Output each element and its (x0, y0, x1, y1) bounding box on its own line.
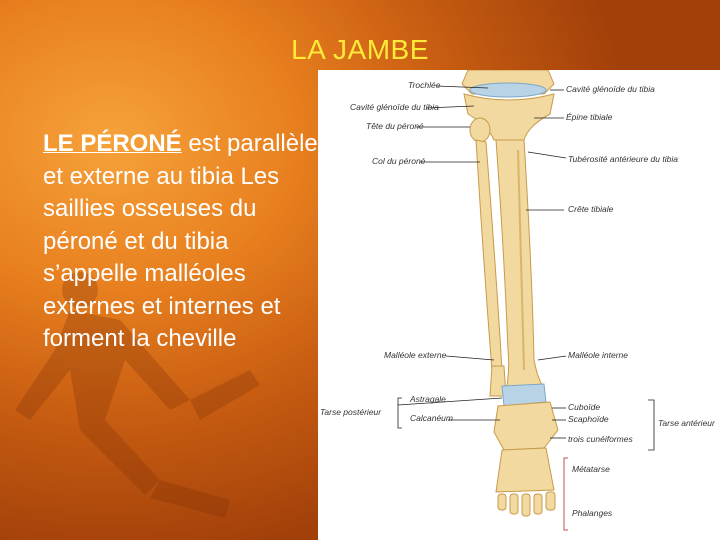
tibia-shaft (496, 140, 544, 392)
label-cavite-glenoide-left: Cavité glénoïde du tibia (350, 102, 439, 112)
label-metatarse: Métatarse (572, 464, 610, 474)
label-trois-cuneiformes: trois cunéiformes (568, 434, 633, 444)
slide-title: LA JAMBE (291, 34, 429, 65)
label-phalanges: Phalanges (572, 508, 613, 518)
leg-bones-drawing (318, 70, 720, 540)
label-astragale: Astragale (410, 394, 446, 404)
label-scaphoide: Scaphoïde (568, 414, 609, 424)
tarse-posterieur-bracket (398, 398, 402, 428)
fibula-head (470, 118, 490, 142)
label-cavite-glenoide-right: Cavité glénoïde du tibia (566, 84, 655, 94)
label-tete-perone: Tête du péroné (366, 121, 424, 131)
bold-lead-term: LE PÉRONÉ (43, 130, 182, 157)
metatarsal-bones (496, 448, 554, 492)
paragraph-rest: est parallèle et externe au tibia Les saillies osseuses du péroné et du tibia s’appelle malléoles externes et internes et forment la cheville (43, 130, 318, 352)
label-tuberosite: Tubérosité antérieure du tibia (568, 154, 678, 164)
metatarse-phalanges-bracket (564, 458, 568, 530)
label-cuboide: Cuboïde (568, 402, 601, 412)
label-tarse-anterieur: Tarse antérieur (658, 418, 715, 428)
label-malleole-interne: Malléole interne (568, 350, 629, 360)
tarse-anterieur-bracket (648, 400, 654, 450)
label-col-perone: Col du péroné (372, 156, 426, 166)
tarsal-bones (494, 402, 558, 450)
label-epine-tibiale: Épine tibiale (566, 112, 613, 122)
body-paragraph (43, 128, 318, 356)
label-crete-tibiale: Crête tibiale (568, 204, 614, 214)
leg-bones-illustration (318, 70, 720, 540)
phalanges-bones (498, 492, 555, 516)
label-tarse-posterieur: Tarse postérieur (320, 407, 382, 417)
label-trochlee: Trochlée (408, 80, 441, 90)
label-malleole-externe: Malléole externe (384, 350, 447, 360)
label-calcaneum: Calcanéum (410, 413, 453, 423)
knee-cartilage (470, 83, 546, 97)
